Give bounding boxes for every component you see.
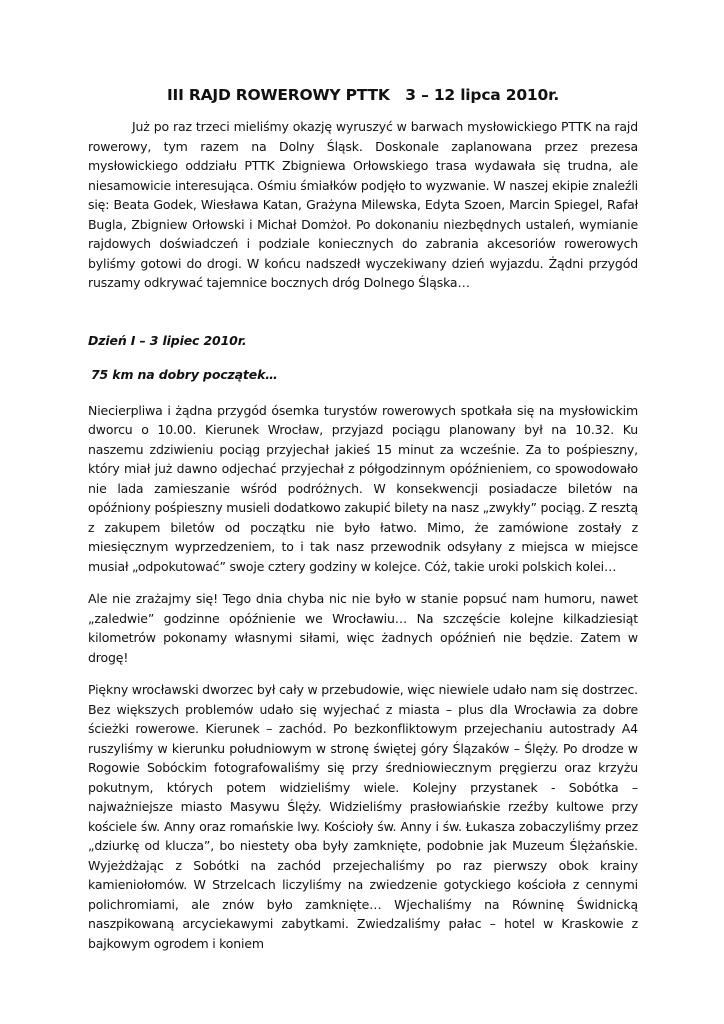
document-page [88, 86, 638, 953]
body-paragraph: Piękny wrocławski dworzec był cały w przebudowie, więc niewiele udało nam się dostrzec. Bez większych problemów udało się wyjechać z miasta – plus dla Wrocławia za dobre ścieżki rowerowe. Kierunek – zachód. Po bezkonfliktowym przejechaniu autostrady A4 ruszyliśmy w kierunku południowym w stronę świętej góry Ślązaków – Ślęży. Po drodze w Rogowie Sobóckim fotografowaliśmy się przy średniowiecznym pręgierzu oraz krzyżu pokutnym, których potem widzieliśmy wiele. Kolejny przystanek - Sobótka – najważniejsze miasto Masywu Ślęży. Widzieliśmy prasłowiańskie rzeźby kultowe przy kościele św. Anny oraz romańskie lwy. Kościoły św. Anny i św. Łukasza zobaczyliśmy przez „dziurkę od klucza”, bo niestety oba były zamknięte, podobnie jak Muzeum Ślężańskie. Wyjeżdżając z Sobótki na zachód przejechaliśmy po raz pierwszy obok krainy kamieniołomów. W Strzelcach liczyliśmy na zwiedzenie gotyckiego kościoła z cennymi polichromiami, ale znów było zamknięte… Wjechaliśmy na Równinę Świdnicką naszpikowaną arcyciekawymi zabytkami. Zwiedzaliśmy pałac – hotel w Kraskowie z bajkowym ogrodem i koniem [88, 682, 638, 951]
document-title: III RAJD ROWEROWY PTTK 3 – 12 lipca 2010r. [166, 86, 560, 104]
intro-paragraph: Już po raz trzeci mieliśmy okazję wyruszyć w barwach mysłowickiego PTTK na rajd rowerowy, tym razem na Dolny Śląsk. Doskonale zaplanowana przez prezesa mysłowickiego oddziału PTTK Zbigniewa Orłowskiego trasa wydawała się trudna, ale niesamowicie interesująca. Ośmiu śmiałków podjęło to wyzwanie. W naszej ekipie znaleźli się: Beata Godek, Wiesława Katan, Grażyna Milewska, Edyta Szoen, Marcin Spiegel, Rafał Bugla, Zbigniew Orłowski i Michał Domżoł. Po dokonaniu niezbędnych ustaleń, wymianie rajdowych doświadczeń i podziale koniecznych do zabrania akcesoriów rowerowych byliśmy gotowi do drogi. W końcu nadszedł wyczekiwany dzień wyjazdu. Żądni przygód ruszamy odkrywać tajemnice bocznych dróg Dolnego Śląska… [88, 119, 638, 290]
body-paragraph: Ale nie zrażajmy się! Tego dnia chyba nic nie było w stanie popsuć nam humoru, nawet „zaledwie” godzinne opóźnienie we Wrocławiu… Na szczęście kolejne kilkadziesiąt kilometrów pokonamy własnymi siłami, więc żadnych opóźnień nie będzie. Zatem w drogę! [88, 591, 638, 665]
day-subtitle: 75 km na dobry początek… [91, 366, 278, 382]
body-paragraph: Niecierpliwa i żądna przygód ósemka turystów rowerowych spotkała się na mysłowickim dworcu o 10.00. Kierunek Wrocław, przyjazd pociągu planowany był na 10.32. Ku naszemu zdziwieniu pociąg przyjechał jakieś 15 minut za wcześnie. Za to pośpieszny, który miał już dawno odjechać przyjechał z półgodzinnym opóźnieniem, co spowodowało nie lada zamieszanie wśród podróżnych. W konsekwencji posiadacze biletów na opóźniony pośpieszny musieli dodatkowo zakupić bilety na nasz „zwykły” pociąg. Z resztą z zakupem biletów od początku nie było łatwo. Mimo, że zamówione zostały z miesięcznym wyprzedzeniem, to i tak nasz przewodnik odsyłany z miejsca w miejsce musiał „odpokutować” swoje cztery godziny w kolejce. Cóż, takie uroki polskich kolei… [88, 402, 638, 574]
day-heading: Dzień I – 3 lipiec 2010r. [88, 332, 247, 348]
